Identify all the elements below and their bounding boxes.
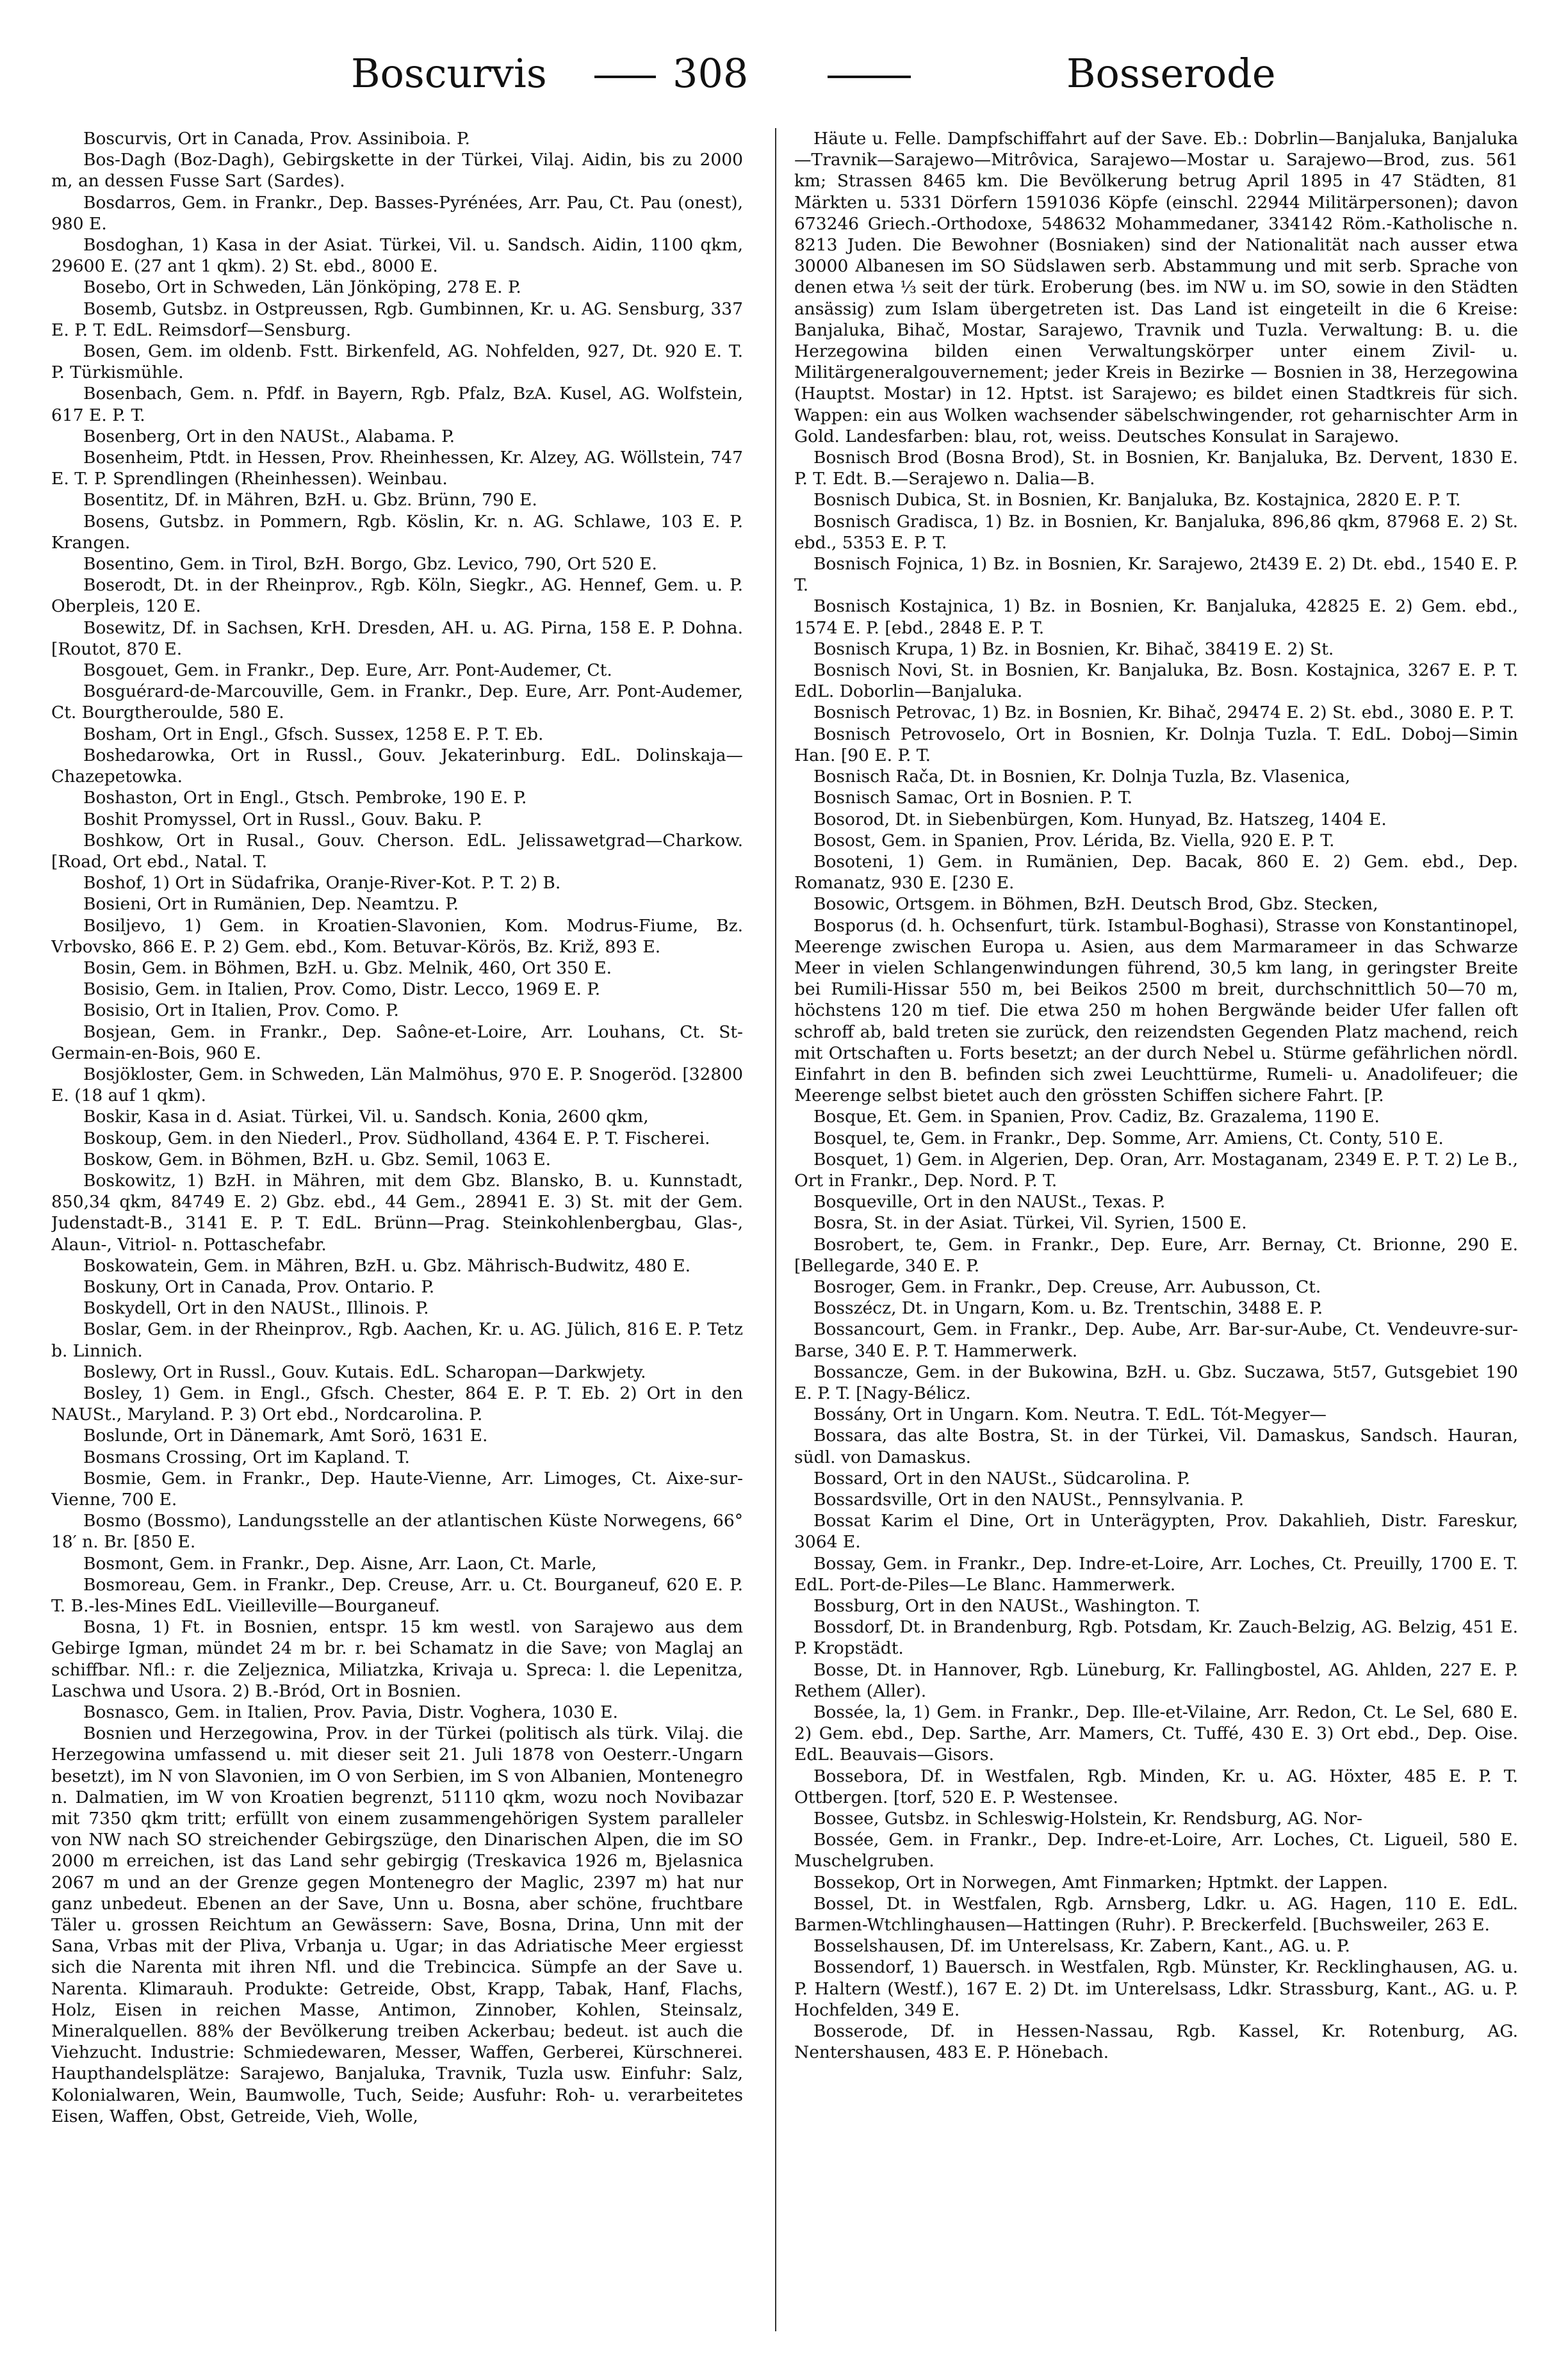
running-head-right: Bosserode — [1066, 50, 1276, 97]
dictionary-entry: Häute u. Felle. Dampfschiffahrt auf der Save. Eb.: Dobrlin—Banjaluka, Banjaluka—Travnik—Sarajewo—Mitrôvica, Sarajewo—Mostar u. Sarajewo—Brod, zus. 561 km; Strassen 8465 km. Die Bevölkerung betrug April 1895 in 47 Städten, 81 Märkten u. 5331 Dörfern 1591036 Köpfe (einschl. 22944 Militärpersonen); davon 673246 Griech.-Orthodoxe, 548632 Mohammedaner, 334142 Röm.-Katholische n. 8213 Juden. Die Bewohner (Bosniaken) sind der Nationalität nach ausser etwa 30000 Albanesen im SO Südslawen serb. Abstammung und mit serb. Sprache von denen etwa ⅓ seit der türk. Eroberung (bes. im NW u. im SO, sowie in den Städten ansässig) zum Islam übergetreten ist. Das Land ist eingeteilt in die 6 Kreise: Banjaluka, Bihač, Mostar, Sarajewo, Travnik und Tuzla. Verwaltung: B. u. die Herzegowina bilden einen Verwaltungskörper unter einem Zivil- u. Militärgeneralgouvernement; jeder Kreis in Bezirke — Bosnien in 38, Herzegowina (Hauptst. Mostar) in 12. Hptst. ist Sarajewo; es bildet einen Stadtkreis für sich. Wappen: ein aus Wolken wachsender säbelschwingender, rot geharnischter Arm in Gold. Landesfarben: blau, rot, weiss. Deutsches Konsulat in Sarajewo. — [794, 129, 1518, 446]
dictionary-entry: Bossancze, Gem. in der Bukowina, BzH. u. Gbz. Suczawa, 5t57, Gutsgebiet 190 E. P. T. [Nagy-Bélicz. — [794, 1362, 1518, 1403]
dictionary-entry: Bosieni, Ort in Rumänien, Dep. Neamtzu. P. — [83, 894, 459, 915]
header-dash-left — [594, 76, 656, 78]
dictionary-entry: Boshedarowka, Ort in Russl., Gouv. Jekaterinburg. EdL. Dolinskaja—Chazepetowka. — [51, 745, 743, 787]
dictionary-entry: Bossat Karim el Dine, Ort in Unterägypten, Prov. Dakahlieh, Distr. Fareskur, 3064 E. — [794, 1511, 1518, 1552]
dictionary-entry: Bosen, Gem. im oldenb. Fstt. Birkenfeld, AG. Nohfelden, 927, Dt. 920 E. T. P. Türkismühle. — [51, 341, 743, 383]
dictionary-entry: Bosentitz, Df. in Mähren, BzH. u. Gbz. Brünn, 790 E. — [83, 490, 537, 510]
dictionary-entry: Bosentino, Gem. in Tirol, BzH. Borgo, Gbz. Levico, 790, Ort 520 E. — [83, 554, 657, 574]
dictionary-entry: Bosquet, 1) Gem. in Algerien, Dep. Oran, Arr. Mostaganam, 2349 E. P. T. 2) Le B., Ort in Frankr., Dep. Nord. P. T. — [794, 1149, 1518, 1191]
dictionary-entry: Boserodt, Dt. in der Rheinprov., Rgb. Köln, Siegkr., AG. Hennef, Gem. u. P. Oberpleis, 120 E. — [51, 575, 743, 617]
dictionary-entry: Boslewy, Ort in Russl., Gouv. Kutais. EdL. Scharopan—Darkwjety. — [83, 1362, 646, 1382]
dictionary-entry: Bossée, Gem. in Frankr., Dep. Indre-et-Loire, Arr. Loches, Ct. Ligueil, 580 E. Muschelgruben. — [794, 1830, 1518, 1871]
dictionary-entry: Bosnisch Dubica, St. in Bosnien, Kr. Banjaluka, Bz. Kostajnica, 2820 E. P. T. — [813, 490, 1461, 510]
dictionary-entry: Bos-Dagh (Boz-Dagh), Gebirgskette in der Türkei, Vilaj. Aidin, bis zu 2000 m, an dessen Fusse Sart (Sardes). — [51, 150, 743, 191]
column-rule — [775, 128, 776, 2331]
dictionary-entry: Boscurvis, Ort in Canada, Prov. Assiniboia. P. — [83, 129, 470, 149]
dictionary-entry: Bosdoghan, 1) Kasa in der Asiat. Türkei, Vil. u. Sandsch. Aidin, 1100 qkm, 29600 E. (27 ant 1 qkm). 2) St. ebd., 8000 E. — [51, 235, 743, 277]
dictionary-entry: Bosnisch Samac, Ort in Bosnien. P. T. — [813, 788, 1133, 808]
dictionary-entry: Bossard, Ort in den NAUSt., Südcarolina. P. — [813, 1468, 1191, 1488]
dictionary-entry: Bosemb, Gutsbz. in Ostpreussen, Rgb. Gumbinnen, Kr. u. AG. Sensburg, 337 E. P. T. EdL. Reimsdorf—Sensburg. — [51, 298, 743, 340]
dictionary-entry: Bosnisch Petrovac, 1) Bz. in Bosnien, Kr. Bihač, 29474 E. 2) St. ebd., 3080 E. P. T. — [813, 703, 1515, 723]
dictionary-entry: Bosselshausen, Df. im Unterelsass, Kr. Zabern, Kant., AG. u. P. — [813, 1936, 1350, 1957]
dictionary-entry: Bosoteni, 1) Gem. in Rumänien, Dep. Bacak, 860 E. 2) Gem. ebd., Dep. Romanatz, 930 E. [230 E. — [794, 851, 1518, 893]
dictionary-entry: Bossel, Dt. in Westfalen, Rgb. Arnsberg, Ldkr. u. AG. Hagen, 110 E. EdL. Barmen-Wtchlinghausen—Hattingen (Ruhr). P. Breckerfeld. [Buchsweiler, 263 E. — [794, 1893, 1518, 1935]
right-column — [794, 128, 1518, 2338]
dictionary-entry: Bosmans Crossing, Ort im Kapland. T. — [83, 1447, 410, 1467]
dictionary-entry: Bosgouet, Gem. in Frankr., Dep. Eure, Arr. Pont-Audemer, Ct. — [83, 660, 612, 681]
dictionary-entry: Bosszécz, Dt. in Ungarn, Kom. u. Bz. Trentschin, 3488 E. P. — [813, 1298, 1323, 1319]
dictionary-entry: Boskuny, Ort in Canada, Prov. Ontario. P. — [83, 1276, 435, 1297]
dictionary-entry: Boskir, Kasa in d. Asiat. Türkei, Vil. u. Sandsch. Konia, 2600 qkm, — [83, 1107, 649, 1127]
dictionary-entry: Bossburg, Ort in den NAUSt., Washington. T. — [813, 1596, 1201, 1617]
dictionary-entry: Bosnisch Fojnica, 1) Bz. in Bosnien, Kr. Sarajewo, 2t439 E. 2) Dt. ebd., 1540 E. P. T. — [794, 554, 1518, 596]
dictionary-entry: Bosdarros, Gem. in Frankr., Dep. Basses-Pyrénées, Arr. Pau, Ct. Pau (onest), 980 E. — [51, 192, 743, 234]
dictionary-entry: Bossancourt, Gem. in Frankr., Dep. Aube, Arr. Bar-sur-Aube, Ct. Vendeuvre-sur-Barse, 340 E. P. T. Hammerwerk. — [794, 1319, 1518, 1361]
header-dash-right — [828, 76, 911, 78]
dictionary-entry: Bosenbach, Gem. n. Pfdf. in Bayern, Rgb. Pfalz, BzA. Kusel, AG. Wolfstein, 617 E. P. T. — [51, 384, 743, 425]
dictionary-entry: Bosenberg, Ort in den NAUSt., Alabama. P. — [83, 426, 455, 446]
dictionary-entry: Bosque, Et. Gem. in Spanien, Prov. Cadiz, Bz. Grazalema, 1190 E. — [813, 1107, 1380, 1127]
dictionary-entry: Boskowitz, 1) BzH. in Mähren, mit dem Gbz. Blansko, B. u. Kunnstadt, 850,34 qkm, 84749 E. 2) Gbz. ebd., 44 Gem., 28941 E. 3) St. mit der Gem. Judenstadt-B., 3141 E. P. T. EdL. Brünn—Prag. Steinkohlenbergbau, Glas-, Alaun-, Vitriol- n. Pottaschefabr. — [51, 1170, 743, 1255]
dictionary-entry: Bosenheim, Ptdt. in Hessen, Prov. Rheinhessen, Kr. Alzey, AG. Wöllstein, 747 E. T. P. Sprendlingen (Rheinhessen). Weinbau. — [51, 448, 743, 489]
dictionary-entry: Bosnasco, Gem. in Italien, Prov. Pavia, Distr. Voghera, 1030 E. — [83, 1702, 618, 1723]
dictionary-entry: Bosmoreau, Gem. in Frankr., Dep. Creuse, Arr. u. Ct. Bourganeuf, 620 E. P. T. B.-les-Mines EdL. Vieilleville—Bourganeuf. — [51, 1574, 743, 1617]
dictionary-entry: Bosnisch Krupa, 1) Bz. in Bosnien, Kr. Bihač, 38419 E. 2) St. — [813, 639, 1334, 659]
dictionary-entry: Bosorod, Dt. in Siebenbürgen, Kom. Hunyad, Bz. Hatszeg, 1404 E. — [813, 809, 1387, 829]
dictionary-entry: Bosnisch Brod (Bosna Brod), St. in Bosnien, Kr. Banjaluka, Bz. Dervent, 1830 E. P. T. Edt. B.—Serajewo n. Dalia—B. — [794, 448, 1518, 489]
dictionary-entry: Bossekop, Ort in Norwegen, Amt Finmarken; Hptmkt. der Lappen. — [813, 1872, 1388, 1893]
dictionary-entry: Boskydell, Ort in den NAUSt., Illinois. P. — [83, 1298, 429, 1319]
dictionary-entry: Boskoup, Gem. in den Niederl., Prov. Südholland, 4364 E. P. T. Fischerei. — [83, 1128, 710, 1148]
dictionary-entry: Bosna, 1) Ft. in Bosnien, entspr. 15 km westl. von Sarajewo aus dem Gebirge Igman, mündet 24 m br. r. bei Schamatz in die Save; von Maglaj an schiffbar. Nfl.: r. die Zeljeznica, Miliatzka, Krivaja u. Spreca: l. die Lepenitza, Laschwa und Usora. 2) B.-Bród, Ort in Bosnien. — [51, 1617, 743, 1701]
dictionary-entry: Bosra, St. in der Asiat. Türkei, Vil. Syrien, 1500 E. — [813, 1213, 1247, 1234]
page-number: 308 — [673, 50, 749, 97]
dictionary-entry: Bosmie, Gem. in Frankr., Dep. Haute-Vienne, Arr. Limoges, Ct. Aixe-sur-Vienne, 700 E. — [51, 1468, 743, 1510]
dictionary-entry: Bosisio, Ort in Italien, Prov. Como. P. — [83, 1000, 399, 1021]
dictionary-entry: Bosjean, Gem. in Frankr., Dep. Saône-et-Loire, Arr. Louhans, Ct. St-Germain-en-Bois, 960 E. — [51, 1022, 743, 1063]
dictionary-entry: Bossány, Ort in Ungarn. Kom. Neutra. T. EdL. Tót-Megyer— — [813, 1405, 1327, 1425]
dictionary-entry: Bosnien und Herzegowina, Prov. in der Türkei (politisch als türk. Vilaj. die Herzegowina umfassend u. mit dieser seit 21. Juli 1878 von Oesterr.-Ungarn besetzt), im N von Slavonien, im O von Serbien, im S von Albanien, Montenegro n. Dalmatien, im W von Kroatien begrenzt, 51110 qkm, wozu noch Novibazar mit 7350 qkm tritt; erfüllt von einem zusammengehörigen System paralleler von NW nach SO streichender Gebirgszüge, den Dinarischen Alpen, die im SO 2000 m erreichen, ist das Land sehr gebirgig (Treskavica 1926 m, Bjelasnica 2067 m und an der Grenze gegen Montenegro der Maglic, 2397 m) hat nur ganz unbedeut. Ebenen an der Save, Unn u. Bosna, aber schöne, fruchtbare Täler u. grossen Reichtum an Gewässern: Save, Bosna, Drina, Unn mit der Sana, Vrbas mit der Pliva, Vrbanja u. Ugar; in das Adriatische Meer ergiesst sich die Narenta mit ihren Nfl. und die Trebincica. Sümpfe an der Save u. Narenta. Klimarauh. Produkte: Getreide, Obst, Krapp, Tabak, Hanf, Flachs, Holz, Eisen in reichen Masse, Antimon, Zinnober, Kohlen, Steinsalz, Mineralquellen. 88% der Bevölkerung treiben Ackerbau; bedeut. ist auch die Viehzucht. Industrie: Schmiedewaren, Messer, Waffen, Gerberei, Kürschnerei. Haupthandelsplätze: Sarajewo, Banjaluka, Travnik, Tuzla usw. Einfuhr: Salz, Kolonialwaren, Wein, Baumwolle, Tuch, Seide; Ausfuhr: Roh- u. verarbeitetes Eisen, Waffen, Obst, Getreide, Vieh, Wolle, — [51, 1723, 743, 2126]
page-header — [0, 45, 1568, 115]
dictionary-entry: Bosmont, Gem. in Frankr., Dep. Aisne, Arr. Laon, Ct. Marle, — [83, 1553, 597, 1574]
dictionary-entry: Boshit Promyssel, Ort in Russl., Gouv. Baku. P. — [83, 809, 482, 829]
dictionary-entry: Bosnisch Novi, St. in Bosnien, Kr. Banjaluka, Bz. Bosn. Kostajnica, 3267 E. P. T. EdL. Doborlin—Banjaluka. — [794, 660, 1518, 702]
dictionary-entry: Boskow, Gem. in Böhmen, BzH. u. Gbz. Semil, 1063 E. — [83, 1149, 551, 1169]
dictionary-entry: Bosin, Gem. in Böhmen, BzH. u. Gbz. Melnik, 460, Ort 350 E. — [83, 957, 612, 978]
dictionary-entry: Bosnisch Rača, Dt. in Bosnien, Kr. Dolnja Tuzla, Bz. Vlasenica, — [813, 767, 1351, 787]
dictionary-entry: Boslunde, Ort in Dänemark, Amt Sorö, 1631 E. — [83, 1426, 488, 1446]
dictionary-entry: Bosroger, Gem. in Frankr., Dep. Creuse, Arr. Aubusson, Ct. — [813, 1276, 1321, 1297]
dictionary-entry: Bosguérard-de-Marcouville, Gem. in Frankr., Dep. Eure, Arr. Pont-Audemer, Ct. Bourgtheroulde, 580 E. — [51, 681, 743, 723]
dictionary-entry: Bosiljevo, 1) Gem. in Kroatien-Slavonien, Kom. Modrus-Fiume, Bz. Vrbovsko, 866 E. P. 2) Gem. ebd., Kom. Betuvar-Körös, Bz. Križ, 893 E. — [51, 915, 743, 957]
dictionary-entry: Bosisio, Gem. in Italien, Prov. Como, Distr. Lecco, 1969 E. P. — [83, 979, 601, 1000]
dictionary-entry: Bosjökloster, Gem. in Schweden, Län Malmöhus, 970 E. P. Snogeröd. [32800 E. (18 auf 1 qkm). — [51, 1064, 743, 1106]
dictionary-entry: Bosewitz, Df. in Sachsen, KrH. Dresden, AH. u. AG. Pirna, 158 E. P. Dohna. [Routot, 870 E. — [51, 617, 743, 659]
dictionary-entry: Boslar, Gem. in der Rheinprov., Rgb. Aachen, Kr. u. AG. Jülich, 816 E. P. Tetz b. Linnich. — [51, 1319, 743, 1361]
dictionary-entry: Bosquel, te, Gem. in Frankr., Dep. Somme, Arr. Amiens, Ct. Conty, 510 E. — [813, 1128, 1444, 1148]
dictionary-entry: Bosley, 1) Gem. in Engl., Gfsch. Chester, 864 E. P. T. Eb. 2) Ort in den NAUSt., Maryland. P. 3) Ort ebd., Nordcarolina. P. — [51, 1383, 743, 1425]
dictionary-entry: Bossée, la, 1) Gem. in Frankr., Dep. Ille-et-Vilaine, Arr. Redon, Ct. Le Sel, 680 E. 2) Gem. ebd., Dep. Sarthe, Arr. Mamers, Ct. Tuffé, 430 E. 3) Ort ebd., Dep. Oise. EdL. Beauvais—Gisors. — [794, 1702, 1518, 1765]
dictionary-entry: Bosporus (d. h. Ochsenfurt, türk. Istambul-Boghasi), Strasse von Konstantinopel, Meerenge zwischen Europa u. Asien, aus dem Marmarameer in das Schwarze Meer in vielen Schlangenwindungen führend, 30,5 km lang, in geringster Breite bei Rumili-Hissar 550 m, bei Beikos 2500 m breit, durchschnittlich 50—70 m, höchstens 120 m tief. Die etwa 250 m hohen Bergwände beider Ufer fallen oft schroff ab, bald treten sie zurück, den reizendsten Gegenden Platz machend, reich mit Ortschaften u. Forts besetzt; an der durch Nebel u. Stürme gefährlichen nördl. Einfahrt in den B. befinden sich zwei Leuchttürme, Rumeli- u. Anadolifeuer; die Meerenge selbst bietet auch den grössten Schiffen sichere Fahrt. [P. — [794, 915, 1518, 1106]
dictionary-entry: Bossendorf, 1) Bauersch. in Westfalen, Rgb. Münster, Kr. Recklinghausen, AG. u. P. Haltern (Westf.), 167 E. 2) Dt. im Unterelsass, Ldkr. Strassburg, Kant., AG. u. P. Hochfelden, 349 E. — [794, 1957, 1518, 2020]
dictionary-entry: Bosmo (Bossmo), Landungsstelle an der atlantischen Küste Norwegens, 66° 18′ n. Br. [850 E. — [51, 1511, 743, 1552]
dictionary-entry: Bosse, Dt. in Hannover, Rgb. Lüneburg, Kr. Fallingbostel, AG. Ahlden, 227 E. P. Rethem (Aller). — [794, 1659, 1518, 1701]
dictionary-entry: Bosost, Gem. in Spanien, Prov. Lérida, Bz. Viella, 920 E. P. T. — [813, 830, 1335, 851]
dictionary-entry: Bosserode, Df. in Hessen-Nassau, Rgb. Kassel, Kr. Rotenburg, AG. Nentershausen, 483 E. P. Hönebach. — [794, 2021, 1518, 2063]
dictionary-entry: Bossdorf, Dt. in Brandenburg, Rgb. Potsdam, Kr. Zauch-Belzig, AG. Belzig, 451 E. P. Kropstädt. — [794, 1617, 1518, 1659]
dictionary-entry: Bossardsville, Ort in den NAUSt., Pennsylvania. P. — [813, 1490, 1245, 1510]
running-head-left: Boscurvis — [351, 50, 547, 97]
dictionary-entry: Bossee, Gutsbz. in Schleswig-Holstein, Kr. Rendsburg, AG. Nor- — [813, 1809, 1362, 1829]
dictionary-entry: Bosrobert, te, Gem. in Frankr., Dep. Eure, Arr. Bernay, Ct. Brionne, 290 E. [Bellegarde, 340 E. P. — [794, 1234, 1518, 1276]
dictionary-entry: Boshof, 1) Ort in Südafrika, Oranje-River-Kot. P. T. 2) B. — [83, 873, 561, 893]
dictionary-entry: Bossay, Gem. in Frankr., Dep. Indre-et-Loire, Arr. Loches, Ct. Preuilly, 1700 E. T. EdL. Port-de-Piles—Le Blanc. Hammerwerk. — [794, 1553, 1518, 1595]
dictionary-entry: Bosens, Gutsbz. in Pommern, Rgb. Köslin, Kr. n. AG. Schlawe, 103 E. P. Krangen. — [51, 511, 743, 553]
dictionary-entry: Bosnisch Petrovoselo, Ort in Bosnien, Kr. Dolnja Tuzla. T. EdL. Doboj—Simin Han. [90 E. P. T. — [794, 724, 1518, 765]
dictionary-entry: Bosowic, Ortsgem. in Böhmen, BzH. Deutsch Brod, Gbz. Stecken, — [813, 894, 1378, 915]
dictionary-entry: Boshkow, Ort in Rusal., Gouv. Cherson. EdL. Jelissawetgrad—Charkow. [Road, Ort ebd., Natal. T. — [51, 830, 743, 872]
dictionary-entry: Bosnisch Kostajnica, 1) Bz. in Bosnien, Kr. Banjaluka, 42825 E. 2) Gem. ebd., 1574 E. P. [ebd., 2848 E. P. T. — [794, 596, 1518, 638]
dictionary-entry: Boshaston, Ort in Engl., Gtsch. Pembroke, 190 E. P. — [83, 788, 527, 808]
dictionary-entry: Bossara, das alte Bostra, St. in der Türkei, Vil. Damaskus, Sandsch. Hauran, südl. von Damaskus. — [794, 1426, 1518, 1467]
left-column — [51, 128, 743, 2338]
dictionary-entry: Bosebo, Ort in Schweden, Län Jönköping, 278 E. P. — [83, 277, 521, 298]
dictionary-entry: Bosnisch Gradisca, 1) Bz. in Bosnien, Kr. Banjaluka, 896,86 qkm, 87968 E. 2) St. ebd., 5353 E. P. T. — [794, 511, 1518, 553]
dictionary-entry: Boskowatein, Gem. in Mähren, BzH. u. Gbz. Mährisch-Budwitz, 480 E. — [83, 1255, 691, 1276]
dictionary-entry: Bosham, Ort in Engl., Gfsch. Sussex, 1258 E. P. T. Eb. — [83, 724, 544, 744]
dictionary-entry: Bosqueville, Ort in den NAUSt., Texas. P. — [813, 1192, 1166, 1212]
dictionary-entry: Bossebora, Df. in Westfalen, Rgb. Minden, Kr. u. AG. Höxter, 485 E. P. T. Ottbergen. [torf, 520 E. P. Westensee. — [794, 1766, 1518, 1807]
